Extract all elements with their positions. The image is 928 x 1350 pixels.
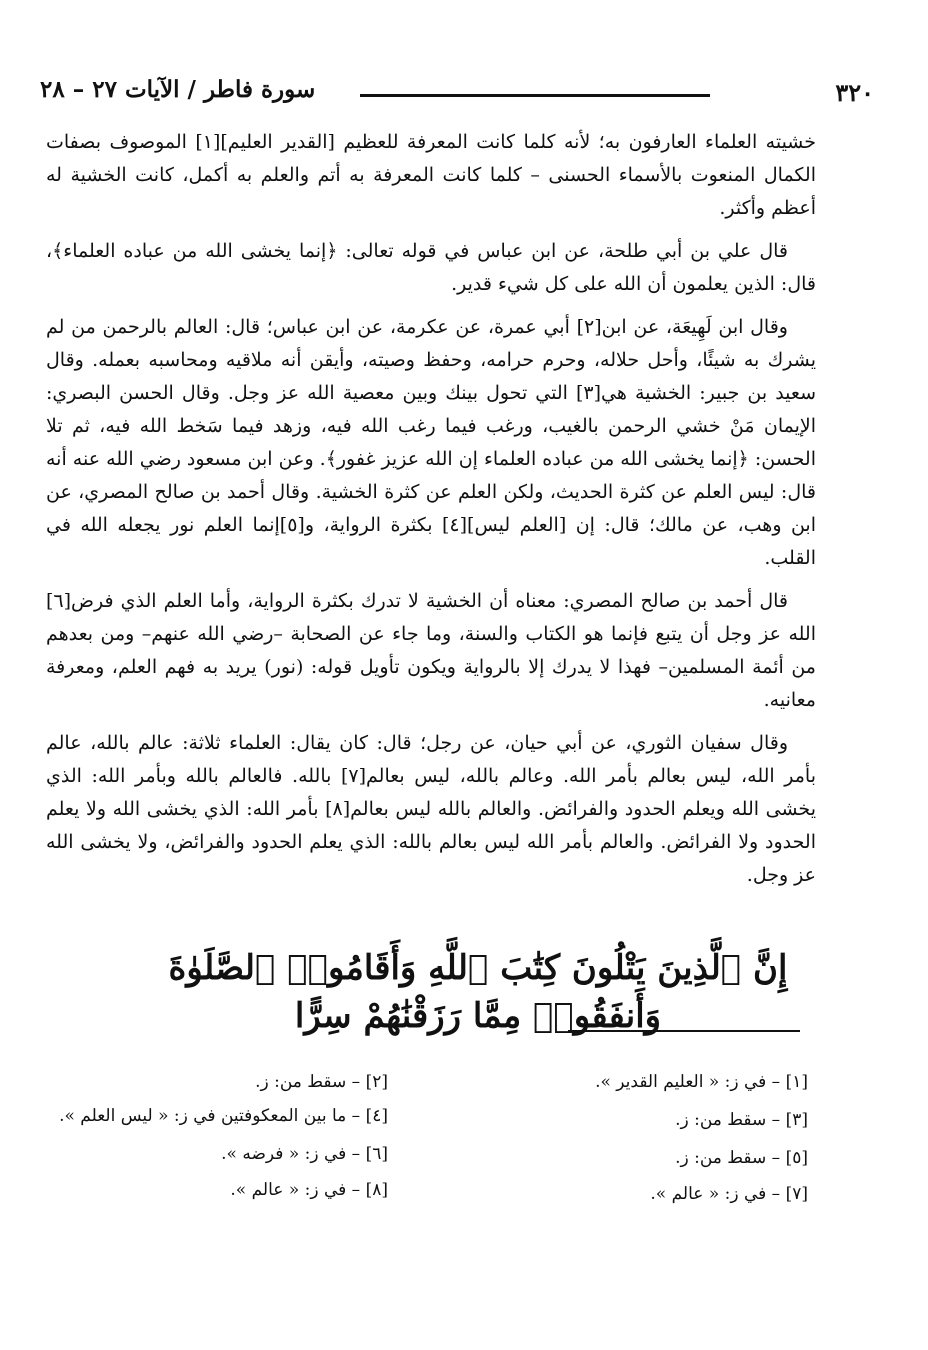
paragraph: وقال ابن لَهِيعَة، عن ابن[٢] أبي عمرة، عن عكرمة، عن ابن عباس؛ قال: العالم بالرحمن من لم يشرك به شيئًا، وأحل حلاله، وحرم حرامه، وحفظ وصيته، وأيقن أنه ملاقيه ومحاسبه بعمله. وقال سعيد بن جبير: الخشية هي[٣] التي تحول بينك وبين معصية الله عز وجل. وقال الحسن البصري: الإيمان مَنْ خشي الرحمن بالغيب، ورغب فيما رغب الله فيه، وزهد فيما سَخط الله فيه، ثم تلا الحسن: ﴿إنما يخشى الله من عباده العلماء إن الله عزيز غفور﴾. وعن ابن مسعود رضي الله عنه أنه قال: ليس العلم عن كثرة الحديث، ولكن العلم عن كثرة الخشية. وقال أحمد بن صالح المصري، عن ابن وهب، عن مالك؛ قال: إن [العلم ليس][٤] بكثرة الرواية، و[٥]إنما العلم نور يجعله الله في القلب. (46, 316, 816, 569)
page-number: ٣٢٠ (835, 78, 874, 107)
footnote: [٨] – في ز: « عالم ». (230, 1180, 388, 1200)
running-title: سورة فاطر / الآيات ٢٧ – ٢٨ (40, 76, 316, 103)
footnote: [٣] – سقط من: ز. (675, 1110, 808, 1130)
page-header (40, 72, 888, 112)
paragraph: خشيته العلماء العارفون به؛ لأنه كلما كانت المعرفة للعظيم [القدير العليم][١] الموصوف بصفات الكمال المنعوت بالأسماء الحسنى – كلما كانت المعرفة به أتم والعلم به أكمل، كانت الخشية له أعظم وأكثر. (46, 131, 816, 219)
paragraph: قال علي بن أبي طلحة، عن ابن عباس في قوله تعالى: ﴿إنما يخشى الله من عباده العلماء﴾، قال: الذين يعلمون أن الله على كل شيء قدير. (46, 240, 816, 295)
footnote: [١] – في ز: « العليم القدير ». (595, 1072, 808, 1092)
footnote-rule (568, 1030, 800, 1032)
paragraph: وقال سفيان الثوري، عن أبي حيان، عن رجل؛ قال: كان يقال: العلماء ثلاثة: عالم بالله، عالم بأمر الله، ليس بعالم بأمر الله. وعالم بالله، ليس بعالم[٧] بالله. فالعالم بالله وبأمر الله: الذي يخشى الله ويعلم الحدود والفرائض. والعالم بالله ليس بعالم[٨] بأمر الله: الذي يخشى الله ولا يعلم الحدود ولا الفرائض. والعالم بأمر الله ليس بعالم بالله: الذي يعلم الحدود والفرائض، ولا يخشى الله عز وجل. (46, 732, 816, 886)
footnote: [٤] – ما بين المعكوفتين في ز: « ليس العلم ». (59, 1106, 388, 1126)
paragraph: قال أحمد بن صالح المصري: معناه أن الخشية لا تدرك بكثرة الرواية، وأما العلم الذي فرض[٦] الله عز وجل أن يتبع فإنما هو الكتاب والسنة، وما جاء عن الصحابة –رضي الله عنهم– ومن بعدهم من أئمة المسلمين– فهذا لا يدرك إلا بالرواية ويكون تأويل قوله: (نور) يريد به فهم العلم، ومعرفة معانيه. (46, 590, 816, 711)
footnote: [٢] – سقط من: ز. (255, 1072, 388, 1092)
footnote: [٦] – في ز: « فرضه ». (221, 1144, 388, 1164)
footnote: [٥] – سقط من: ز. (675, 1148, 808, 1168)
header-rule (360, 94, 710, 97)
quran-verse: إِنَّ ٱلَّذِينَ يَتْلُونَ كِتَٰبَ ٱللَّهِ وَأَقَامُوا۟ ٱلصَّلَوٰةَ وَأَنفَقُوا۟ مِمَّا رَزَقْنَٰهُمْ سِرًّا (168, 948, 788, 1036)
body-text (46, 126, 816, 902)
footnote: [٧] – في ز: « عالم ». (650, 1184, 808, 1204)
